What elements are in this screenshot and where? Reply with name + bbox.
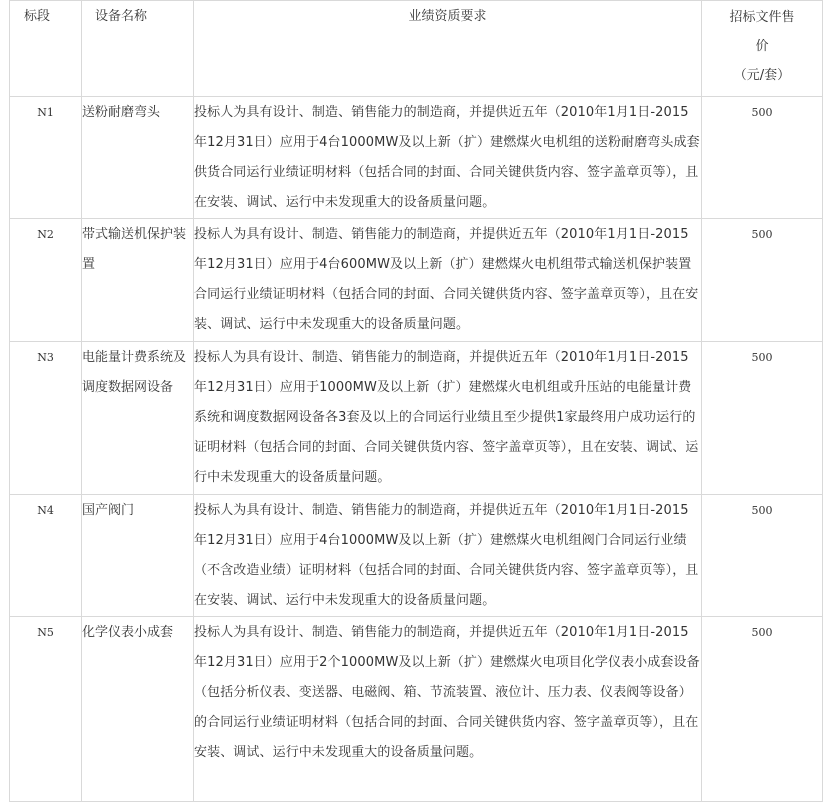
header-segment: 标段: [10, 1, 82, 97]
cell-equipment-name: 送粉耐磨弯头: [82, 97, 194, 219]
table-row: [10, 617, 823, 802]
cell-price: 500: [702, 342, 823, 495]
cell-equipment-name: 化学仪表小成套: [82, 617, 194, 802]
cell-requirement: 投标人为具有设计、制造、销售能力的制造商，并提供近五年（2010年1月1日-2015年12月31日）应用于2个1000MW及以上新（扩）建燃煤火电项目化学仪表小成套设备（包括分析仪表、变送器、电磁阀、箱、节流装置、液位计、压力表、仪表阀等设备）的合同运行业绩证明材料（包括合同的封面、合同关键供货内容、签字盖章页等），且在安装、调试、运行中未发现重大的设备质量问题。: [194, 617, 702, 802]
cell-price: 500: [702, 617, 823, 802]
cell-equipment-name: 国产阀门: [82, 495, 194, 617]
cell-requirement: 投标人为具有设计、制造、销售能力的制造商，并提供近五年（2010年1月1日-2015年12月31日）应用于4台1000MW及以上新（扩）建燃煤火电机组阀门合同运行业绩（不含改造业绩）证明材料（包括合同的封面、合同关键供货内容、签字盖章页等），且在安装、调试、运行中未发现重大的设备质量问题。: [194, 495, 702, 617]
table-row: [10, 342, 823, 495]
cell-price: 500: [702, 219, 823, 342]
header-price-line3: （元/套）: [733, 68, 791, 83]
cell-requirement: 投标人为具有设计、制造、销售能力的制造商，并提供近五年（2010年1月1日-2015年12月31日）应用于4台600MW及以上新（扩）建燃煤火电机组带式输送机保护装置合同运行业绩证明材料（包括合同的封面、合同关键供货内容、签字盖章页等），且在安装、调试、运行中未发现重大的设备质量问题。: [194, 219, 702, 342]
header-equipment-name: 设备名称: [82, 1, 194, 97]
header-requirements: 业绩资质要求: [194, 1, 702, 97]
header-price: [702, 1, 823, 97]
table-row: [10, 219, 823, 342]
cell-price: 500: [702, 97, 823, 219]
cell-segment: N5: [10, 617, 82, 802]
table-header-row: [10, 1, 823, 97]
table-row: [10, 495, 823, 617]
cell-requirement: 投标人为具有设计、制造、销售能力的制造商，并提供近五年（2010年1月1日-2015年12月31日）应用于1000MW及以上新（扩）建燃煤火电机组或升压站的电能量计费系统和调度数据网设备各3套及以上的合同运行业绩且至少提供1家最终用户成功运行的证明材料（包括合同的封面、合同关键供货内容、签字盖章页等），且在安装、调试、运行中未发现重大的设备质量问题。: [194, 342, 702, 495]
cell-requirement: 投标人为具有设计、制造、销售能力的制造商，并提供近五年（2010年1月1日-2015年12月31日）应用于4台1000MW及以上新（扩）建燃煤火电机组的送粉耐磨弯头成套供货合同运行业绩证明材料（包括合同的封面、合同关键供货内容、签字盖章页等），且在安装、调试、运行中未发现重大的设备质量问题。: [194, 97, 702, 219]
cell-segment: N3: [10, 342, 82, 495]
cell-segment: N4: [10, 495, 82, 617]
cell-equipment-name: 带式输送机保护装置: [82, 219, 194, 342]
cell-price: 500: [702, 495, 823, 617]
cell-segment: N2: [10, 219, 82, 342]
table-row: [10, 97, 823, 219]
header-price-line1: 招标文件售: [729, 10, 795, 25]
cell-segment: N1: [10, 97, 82, 219]
requirements-table: [9, 0, 823, 802]
header-price-line2: 价: [755, 39, 769, 54]
cell-equipment-name: 电能量计费系统及调度数据网设备: [82, 342, 194, 495]
